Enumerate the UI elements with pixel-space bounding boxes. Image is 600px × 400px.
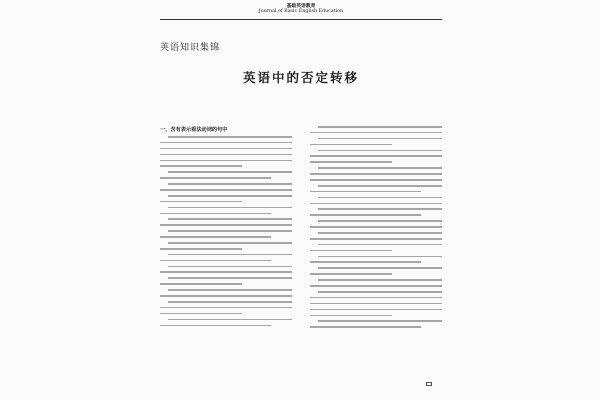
text-line-placeholder	[318, 208, 442, 210]
text-line-placeholder	[310, 173, 442, 175]
text-line-placeholder	[310, 315, 392, 317]
text-line-placeholder	[160, 201, 242, 203]
text-line-placeholder	[318, 232, 442, 234]
text-line-placeholder	[310, 261, 421, 263]
text-line-placeholder	[310, 250, 392, 252]
text-line-placeholder	[160, 189, 292, 191]
text-line-placeholder	[168, 171, 292, 173]
article-title: 英语中的否定转移	[242, 70, 359, 85]
text-line-placeholder	[310, 285, 442, 287]
text-line-placeholder	[310, 203, 442, 205]
text-line-placeholder	[318, 320, 442, 322]
text-line-placeholder	[318, 267, 442, 269]
section-heading: 一、含有表示看法动词的句中	[160, 127, 228, 133]
right-column	[310, 126, 442, 332]
text-line-placeholder	[318, 150, 442, 152]
text-line-placeholder	[310, 238, 442, 240]
journal-subtitle: Journal of Basic English Education	[258, 9, 344, 14]
text-line-placeholder	[160, 213, 271, 215]
text-line-placeholder	[168, 230, 292, 232]
text-line-placeholder	[310, 326, 421, 328]
text-line-placeholder	[168, 266, 292, 268]
text-line-placeholder	[160, 260, 271, 262]
left-column-text	[160, 136, 292, 326]
text-line-placeholder	[168, 218, 292, 220]
text-line-placeholder	[168, 301, 292, 303]
text-line-placeholder	[168, 183, 292, 185]
text-line-placeholder	[168, 242, 292, 244]
text-line-placeholder	[160, 236, 271, 238]
text-line-placeholder	[160, 313, 242, 315]
journal-header	[160, 3, 442, 20]
text-line-placeholder	[318, 126, 442, 128]
text-line-placeholder	[318, 256, 442, 258]
text-line-placeholder	[168, 207, 292, 209]
text-line-placeholder	[310, 226, 442, 228]
column-title: 英语知识集锦	[160, 43, 221, 53]
text-line-placeholder	[310, 303, 442, 305]
text-line-placeholder	[160, 224, 292, 226]
text-line-placeholder	[168, 136, 292, 138]
text-line-placeholder	[168, 254, 292, 256]
text-line-placeholder	[310, 297, 442, 299]
text-line-placeholder	[310, 132, 442, 134]
right-column-text	[310, 126, 442, 328]
text-line-placeholder	[160, 307, 292, 309]
left-column	[160, 126, 292, 330]
text-line-placeholder	[160, 154, 292, 156]
text-line-placeholder	[310, 214, 421, 216]
text-line-placeholder	[318, 138, 442, 140]
text-line-placeholder	[318, 197, 442, 199]
text-line-placeholder	[310, 273, 392, 275]
text-line-placeholder	[318, 220, 442, 222]
header-center	[259, 3, 343, 15]
text-line-placeholder	[310, 144, 392, 146]
journal-title: 基础英语教育	[286, 3, 316, 9]
text-line-placeholder	[160, 283, 242, 285]
page-number	[426, 382, 432, 386]
text-line-placeholder	[160, 325, 271, 327]
text-line-placeholder	[318, 167, 442, 169]
text-line-placeholder	[160, 177, 271, 179]
text-line-placeholder	[160, 160, 292, 162]
text-line-placeholder	[160, 142, 292, 144]
text-line-placeholder	[168, 289, 292, 291]
text-line-placeholder	[168, 277, 292, 279]
text-line-placeholder	[310, 161, 392, 163]
text-line-placeholder	[168, 195, 292, 197]
text-line-placeholder	[310, 309, 442, 311]
text-line-placeholder	[160, 271, 292, 273]
text-line-placeholder	[310, 155, 442, 157]
text-line-placeholder	[160, 165, 242, 167]
text-line-placeholder	[160, 295, 292, 297]
text-line-placeholder	[310, 191, 421, 193]
text-line-placeholder	[318, 244, 442, 246]
text-line-placeholder	[160, 248, 242, 250]
text-line-placeholder	[310, 179, 442, 181]
text-line-placeholder	[318, 291, 442, 293]
text-line-placeholder	[160, 148, 292, 150]
text-line-placeholder	[318, 185, 442, 187]
text-line-placeholder	[318, 279, 442, 281]
text-line-placeholder	[168, 319, 292, 321]
